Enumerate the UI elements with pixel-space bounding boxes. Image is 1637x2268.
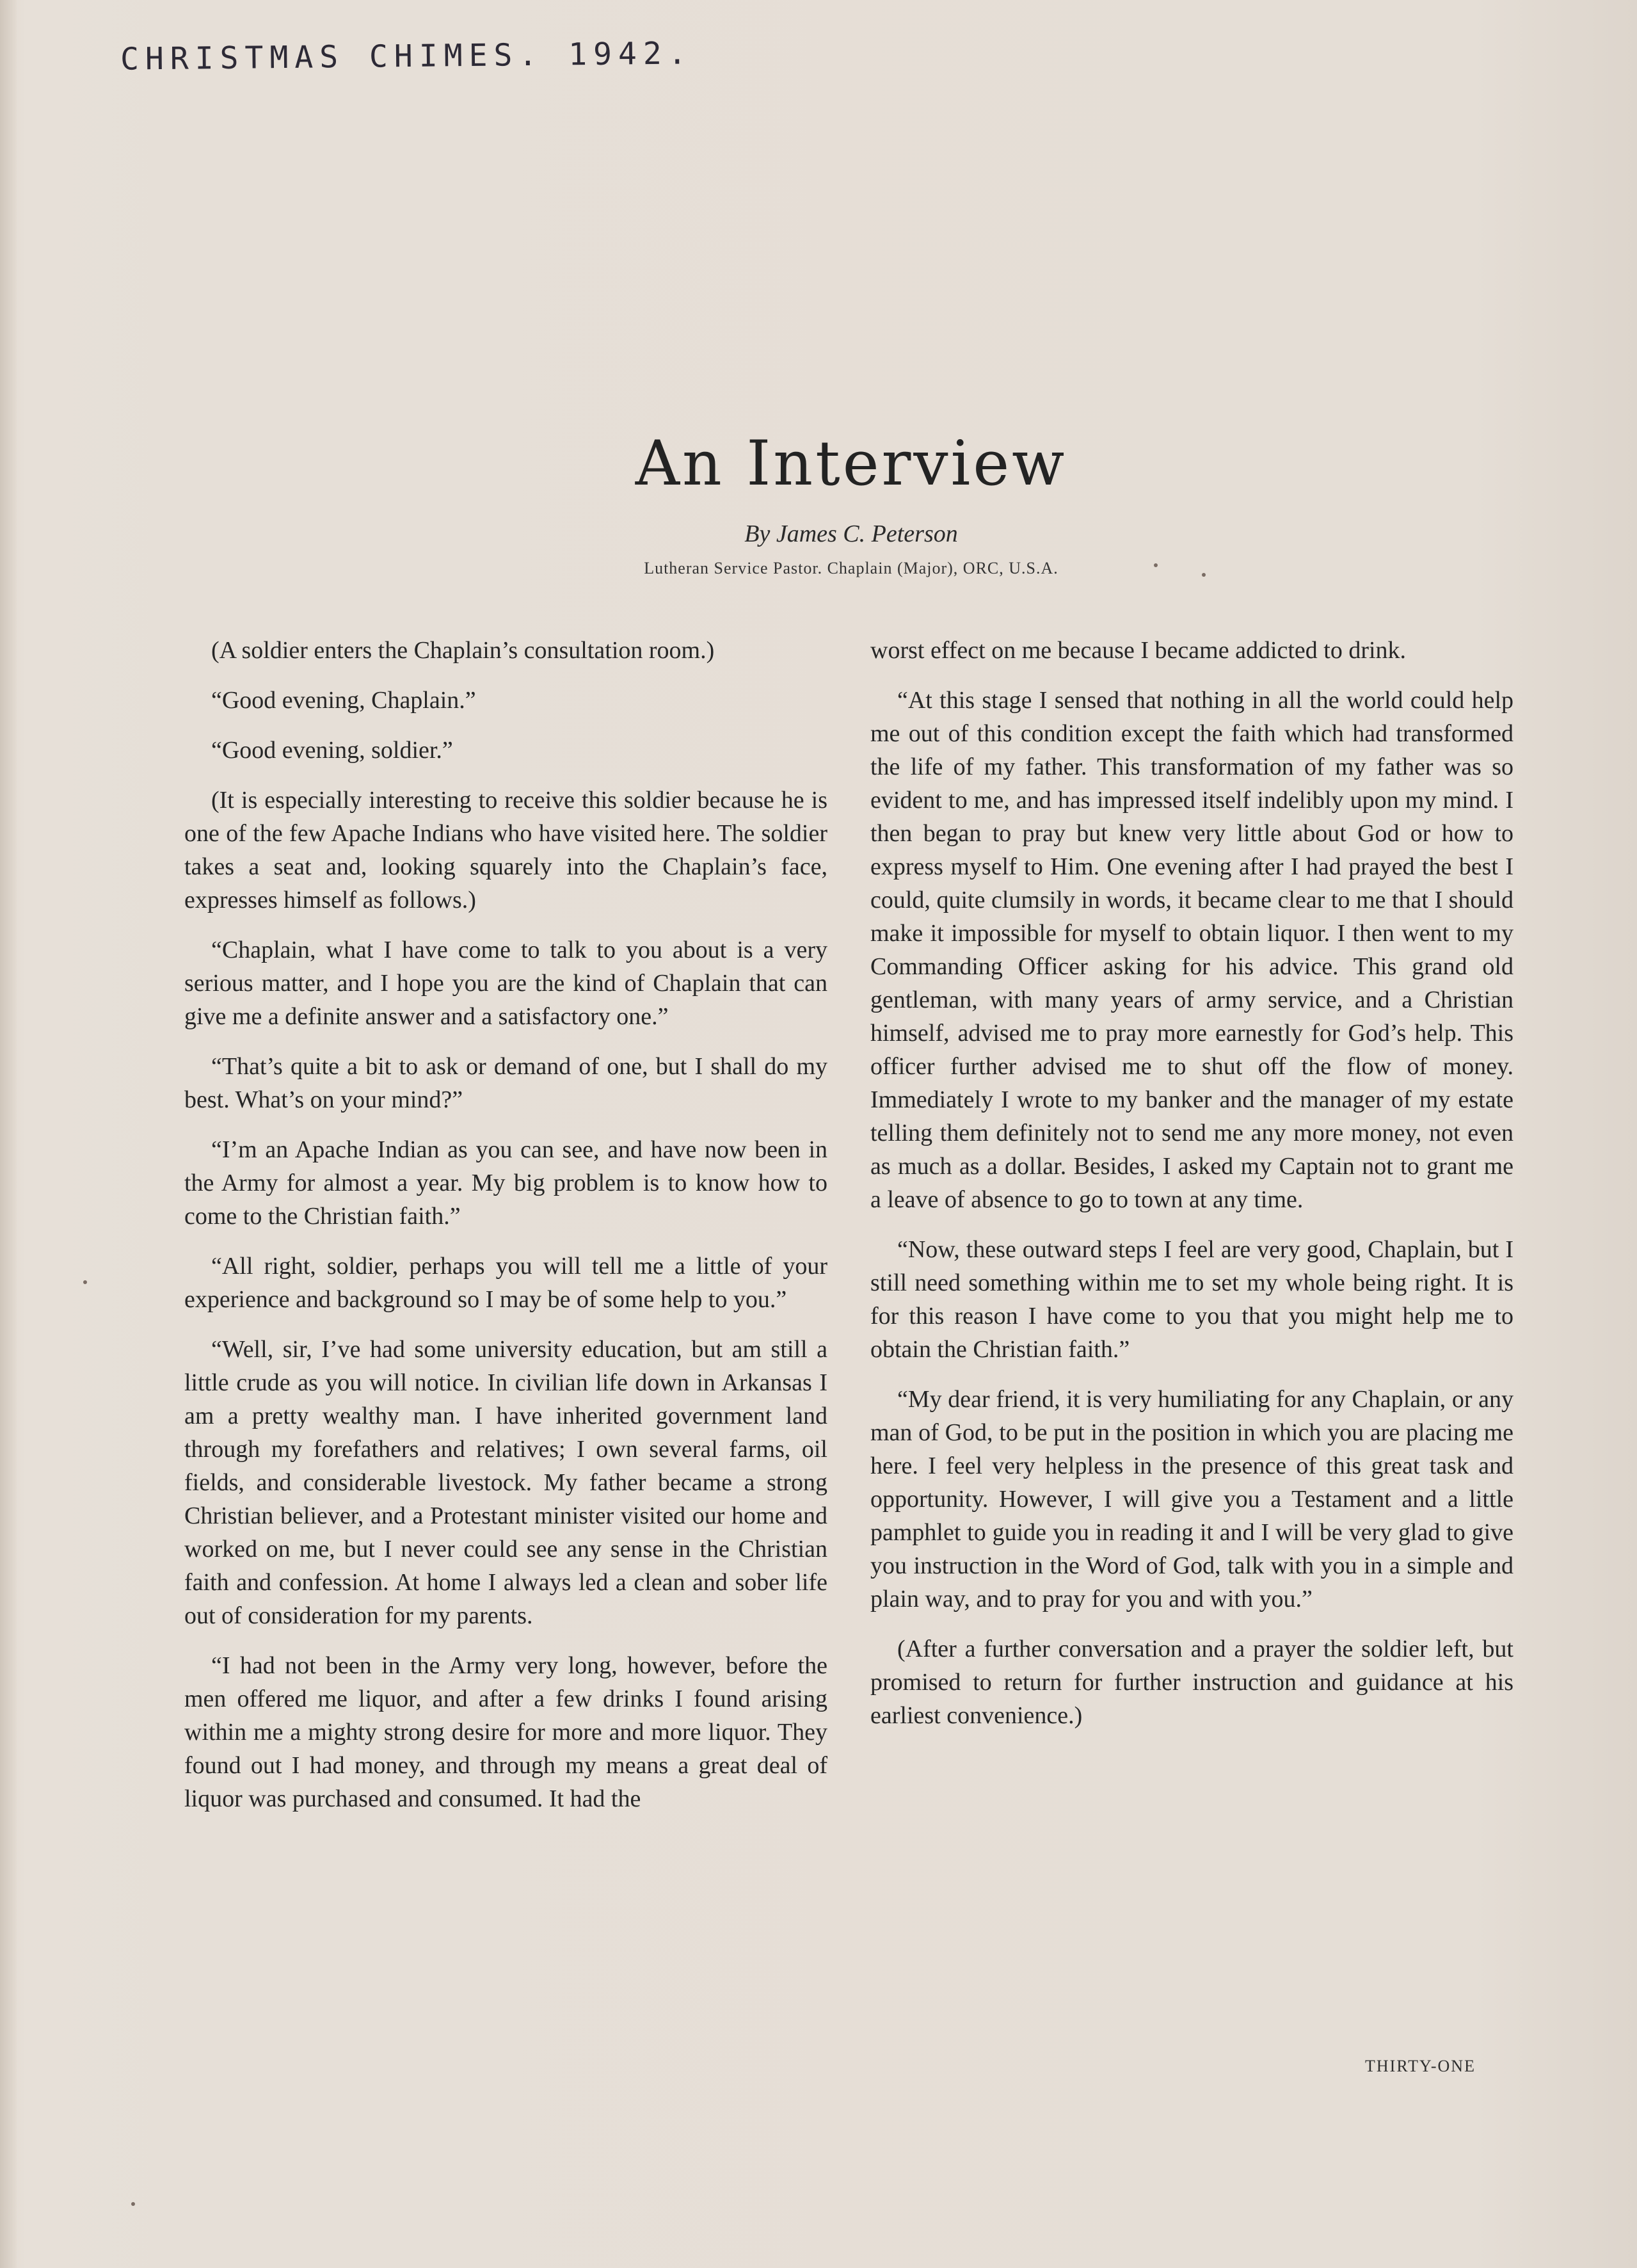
paragraph: “I’m an Apache Indian as you can see, and have now been in the Army for almost a year. My big problem is to know how to come to the Christian faith.” — [184, 1136, 827, 1230]
page-edge — [0, 0, 17, 2268]
paper-speck — [1202, 573, 1206, 577]
page-number: THIRTY-ONE — [1365, 2057, 1476, 2075]
paragraph: (After a further conversation and a prayer the soldier left, but promised to return for further instruction and guidance at his earliest convenience.) — [870, 1636, 1513, 1729]
author-credit: Lutheran Service Pastor. Chaplain (Major), ORC, U.S.A. — [644, 559, 1058, 577]
paragraph: “All right, soldier, perhaps you will tell me a little of your experience and background so I may be of some help to you.” — [184, 1253, 827, 1313]
article-byline: By James C. Peterson — [744, 520, 958, 547]
paragraph: “At this stage I sensed that nothing in all the world could help me out of this condition except the faith which had transformed the life of my father. This transformation of my father was so evident to me, and has impressed itself indelibly upon my mind. I then began to pray but knew very little about God or how to express myself to Him. One evening after I had prayed the best I could, quite clumsily in words, it became clear to me that I should make it impossible for myself to obtain liquor. I then went to my Commanding Officer asking for his advice. This grand old gentleman, with many years of army service, and a Christian himself, advised me to pray more earnestly for God’s help. This officer further advised me to shut off the flow of money. Immediately I wrote to my banker and the manager of my estate telling them definitely not to send me any more money, not even as much as a dollar. Besides, I asked my Captain not to grant me a leave of absence to go to town at any time. — [870, 687, 1513, 1213]
paragraph: (It is especially interesting to receive this soldier because he is one of the few Apache Indians who have visited here. The soldier takes a seat and, looking squarely into the Chaplain’s face, expresses himself as follows.) — [184, 787, 827, 913]
paper-speck — [131, 2202, 135, 2206]
article-title: An Interview — [635, 428, 1067, 499]
right-column — [870, 634, 1513, 1749]
paragraph: “Good evening, Chaplain.” — [211, 687, 476, 714]
paragraph: “I had not been in the Army very long, however, before the men offered me liquor, and after a few drinks I found arising within me a mighty strong desire for more and more liquor. They found out I had money, and through my means a great deal of liquor was purchased and consumed. It had the — [184, 1652, 827, 1812]
paragraph: (A soldier enters the Chaplain’s consultation room.) — [211, 637, 715, 664]
left-column — [184, 634, 827, 1832]
paper-speck — [1154, 563, 1158, 567]
paragraph: “Well, sir, I’ve had some university education, but am still a little crude as you will notice. In civilian life down in Arkansas I am a pretty wealthy man. I have inherited government land through my forefathers and relatives; I own several farms, oil fields, and considerable livestock. My father became a strong Christian believer, and a Protestant minister visited our home and worked on me, but I never could see any sense in the Christian faith and confession. At home I always led a clean and sober life out of consideration for my parents. — [184, 1336, 827, 1629]
handwritten-note: CHRISTMAS CHIMES. 1942. — [120, 35, 693, 77]
paragraph-continued: worst effect on me because I became addicted to drink. — [870, 637, 1407, 664]
paragraph: “My dear friend, it is very humiliating for any Chaplain, or any man of God, to be put in the position in which you are placing me here. I feel very helpless in the presence of this great task and opportunity. However, I will give you a Testament and a little pamphlet to guide you in reading it and I will be very glad to give you instruction in the Word of God, talk with you in a simple and plain way, and to pray for you and with you.” — [870, 1386, 1513, 1613]
paragraph: “Now, these outward steps I feel are very good, Chaplain, but I still need something within me to set my whole being right. It is for this reason I have come to you that you might help me to obtain the Christian faith.” — [870, 1236, 1513, 1363]
paragraph: “That’s quite a bit to ask or demand of one, but I shall do my best. What’s on your mind?” — [184, 1053, 827, 1113]
paragraph: “Good evening, soldier.” — [211, 737, 453, 764]
paper-speck — [83, 1280, 87, 1284]
paragraph: “Chaplain, what I have come to talk to you about is a very serious matter, and I hope you are the kind of Chaplain that can give me a definite answer and a satisfactory one.” — [184, 937, 827, 1030]
